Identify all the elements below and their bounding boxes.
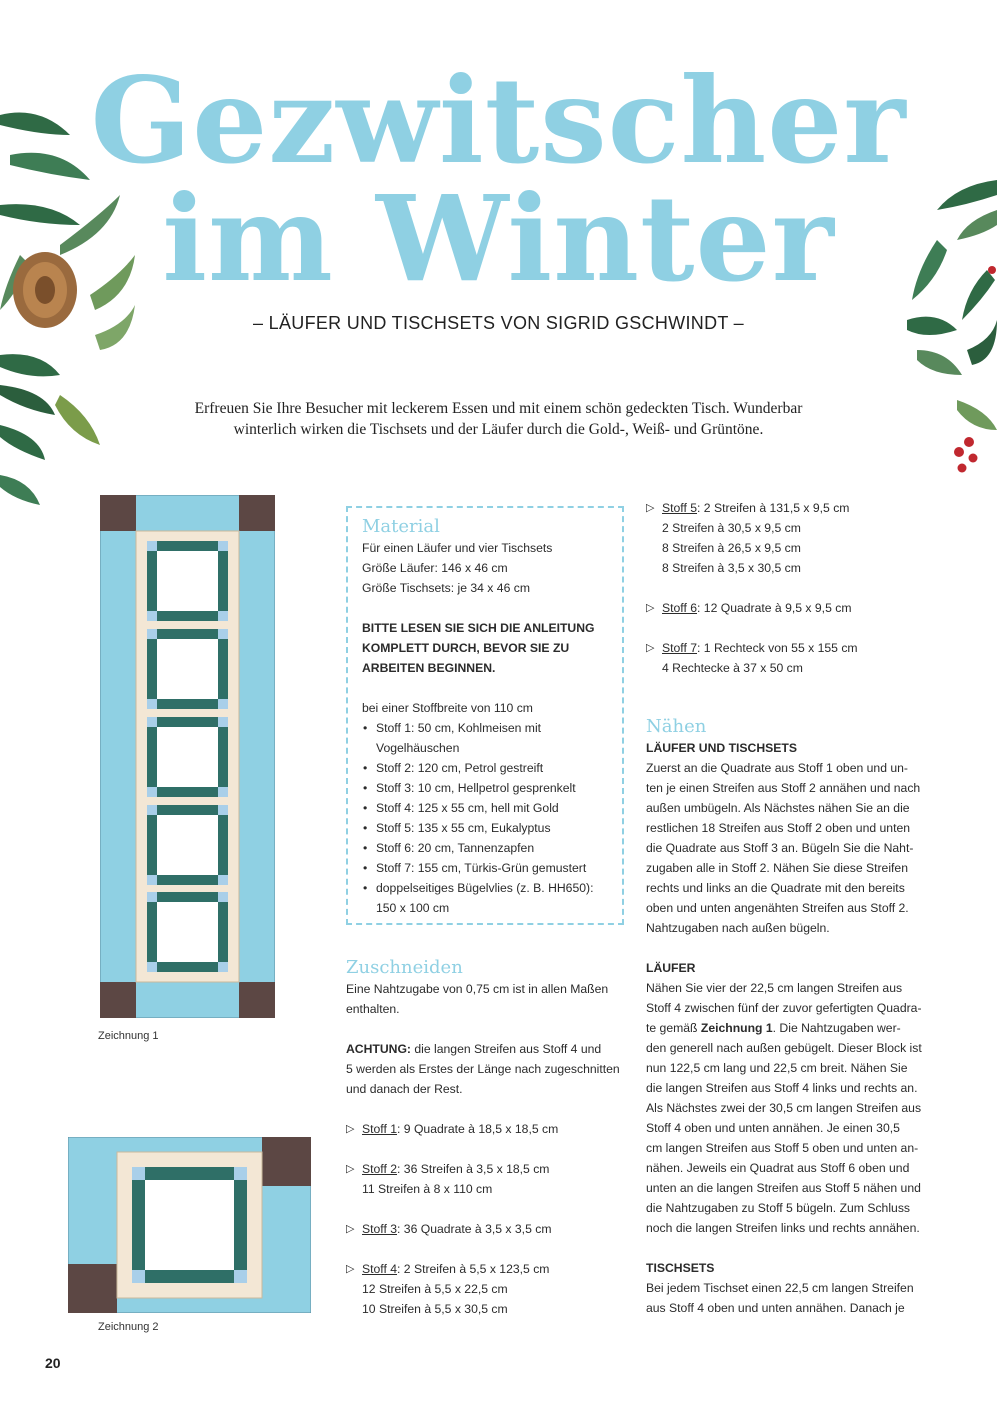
achtung-line: 5 werden als Erstes der Länge nach zugeschnitten [346, 1062, 620, 1076]
block-4 [147, 805, 228, 885]
fabric6-corner-square [68, 1264, 117, 1313]
right-column [646, 498, 926, 1318]
laeufer-line: die Nahtzugaben zu Stoff 5 bügeln. Zum Schluss [646, 1201, 911, 1215]
material-list-item: • Stoff 7: 155 cm, Türkis-Grün gemustert [362, 858, 622, 878]
material-list-item: • Stoff 2: 120 cm, Petrol gestreift [362, 758, 622, 778]
material-warning: ARBEITEN BEGINNEN. [362, 661, 496, 675]
material-list-item: • doppelseitiges Bügelvlies (z. B. HH650): [362, 878, 622, 898]
naehen-line: restlichen 18 Streifen aus Stoff 2 oben und unten [646, 821, 911, 835]
fabric6-corner-square [239, 982, 275, 1018]
block-1 [147, 541, 228, 621]
fabric6-corner-square [262, 1137, 311, 1186]
fabric6-corner-square [100, 495, 136, 531]
zuschneiden-line: enthalten. [346, 1002, 400, 1016]
achtung-line: und danach der Rest. [346, 1082, 463, 1096]
cut-item-stoff4: ▷ Stoff 4: 2 Streifen à 5,5 x 123,5 cm [346, 1259, 626, 1279]
material-list-item-continued: 150 x 100 cm [376, 901, 450, 915]
naehen-subheading: LÄUFER UND TISCHSETS [646, 741, 797, 755]
naehen-line: Zuerst an die Quadrate aus Stoff 1 oben und un- [646, 761, 908, 775]
cut-item-stoff6: ▷ Stoff 6: 12 Quadrate à 9,5 x 9,5 cm [646, 598, 926, 618]
intro-line: winterlich wirken die Tischsets und der Läufer durch die Gold-, Weiß- und Grüntöne. [233, 421, 764, 438]
naehen-line: oben und unten angenähten Streifen aus Stoff 2. [646, 901, 909, 915]
achtung-label: ACHTUNG: [346, 1042, 411, 1056]
drawing-2-placemat-diagram [68, 1137, 311, 1313]
cut-item-line: 8 Streifen à 3,5 x 30,5 cm [662, 561, 801, 575]
cut-item-stoff5: ▷ Stoff 5: 2 Streifen à 131,5 x 9,5 cm [646, 498, 926, 518]
page-subtitle: – LÄUFER UND TISCHSETS VON SIGRID GSCHWINDT – [253, 313, 744, 333]
laeufer-line: noch die langen Streifen links und rechts annähen. [646, 1221, 920, 1235]
intro-paragraph [120, 398, 877, 440]
intro-line: Erfreuen Sie Ihre Besucher mit leckerem Essen und mit einem schön gedeckten Tisch. Wunderbar [194, 400, 803, 417]
laeufer-line: den generell nach außen gebügelt. Dieser Block ist [646, 1041, 922, 1055]
naehen-heading: Nähen [646, 716, 707, 737]
naehen-line: Nahtzugaben nach außen bügeln. [646, 921, 830, 935]
naehen-line: außen umbügeln. Als Nächstes nähen Sie an die [646, 801, 910, 815]
naehen-line: zugaben alle in Stoff 2. Nähen Sie diese Streifen [646, 861, 908, 875]
cut-item-stoff1: ▷ Stoff 1: 9 Quadrate à 18,5 x 18,5 cm [346, 1119, 626, 1139]
laeufer-line: Stoff 4 oben und unten annähen. Je einen 30,5 [646, 1121, 900, 1135]
laeufer-subheading: LÄUFER [646, 961, 696, 975]
material-list-item: • Stoff 5: 135 x 55 cm, Eukalyptus [362, 818, 622, 838]
material-heading: Material [362, 516, 440, 537]
naehen-line: die Quadrate aus Stoff 3 an. Bügeln Sie die Naht- [646, 841, 914, 855]
laeufer-line: te gemäß Zeichnung 1. Die Nahtzugaben wer- [646, 1021, 901, 1035]
zuschneiden-section [346, 957, 626, 1319]
achtung-line: ACHTUNG: die langen Streifen aus Stoff 4 und [346, 1042, 602, 1056]
tischsets-subheading: TISCHSETS [646, 1261, 715, 1275]
page-number: 20 [45, 1355, 61, 1371]
fabric6-corner-square [100, 982, 136, 1018]
cut-item-line: 2 Streifen à 30,5 x 9,5 cm [662, 521, 801, 535]
page-title-line1: Gezwitscher [90, 51, 907, 190]
laeufer-line: Stoff 4 zwischen fünf der zuvor gefertigten Quadra- [646, 1001, 922, 1015]
material-warning: KOMPLETT DURCH, BEVOR SIE ZU [362, 641, 570, 655]
cut-item-line: 4 Rechtecke à 37 x 50 cm [662, 661, 803, 675]
fabric6-corner-square [239, 495, 275, 531]
laeufer-line: cm langen Streifen aus Stoff 5 oben und unten an- [646, 1141, 919, 1155]
tischsets-line: aus Stoff 4 oben und unten annähen. Danach je [646, 1301, 905, 1315]
laeufer-line: nun 122,5 cm lang und 22,5 cm breit. Nähen Sie [646, 1061, 908, 1075]
tischsets-line: Bei jedem Tischset einen 22,5 cm langen Streifen [646, 1281, 914, 1295]
drawing-2-caption: Zeichnung 2 [98, 1321, 159, 1333]
drawing-1-runner-diagram [100, 495, 275, 1018]
naehen-line: ten je einen Streifen aus Stoff 2 annähen und nach [646, 781, 921, 795]
fabric-width-note: bei einer Stoffbreite von 110 cm [362, 701, 533, 715]
cut-item-line: 10 Streifen à 5,5 x 30,5 cm [362, 1302, 508, 1316]
center-block [132, 1167, 247, 1283]
material-warning: BITTE LESEN SIE SICH DIE ANLEITUNG [362, 621, 595, 635]
material-list-item: • Stoff 1: 50 cm, Kohlmeisen mit [362, 718, 622, 738]
zeichnung-reference: Zeichnung 1 [700, 1021, 773, 1035]
material-line: Größe Läufer: 146 x 46 cm [362, 561, 508, 575]
material-list-item: • Stoff 4: 125 x 55 cm, hell mit Gold [362, 798, 622, 818]
block-3 [147, 717, 228, 797]
material-list-item-continued: Vogelhäuschen [376, 741, 460, 755]
block-5 [147, 892, 228, 972]
laeufer-line: Nähen Sie vier der 22,5 cm langen Streifen aus [646, 981, 903, 995]
material-box [346, 506, 624, 925]
zuschneiden-line: Eine Nahtzugabe von 0,75 cm ist in allen Maßen [346, 982, 609, 996]
cut-item-line: 8 Streifen à 26,5 x 9,5 cm [662, 541, 801, 555]
cut-item-stoff2: ▷ Stoff 2: 36 Streifen à 3,5 x 18,5 cm [346, 1159, 626, 1179]
material-list-item: • Stoff 6: 20 cm, Tannenzapfen [362, 838, 622, 858]
page-title-line2: im Winter [162, 169, 835, 308]
cut-item-stoff7: ▷ Stoff 7: 1 Rechteck von 55 x 155 cm [646, 638, 926, 658]
material-list-item: • Stoff 3: 10 cm, Hellpetrol gesprenkelt [362, 778, 622, 798]
laeufer-line: die langen Streifen aus Stoff 4 links und rechts an. [646, 1081, 918, 1095]
naehen-line: rechts und links an die Quadrate mit den bereits [646, 881, 905, 895]
block-2 [147, 629, 228, 709]
laeufer-line: nähen. Jeweils ein Quadrat aus Stoff 6 oben und [646, 1161, 910, 1175]
drawing-1-caption: Zeichnung 1 [98, 1030, 159, 1042]
zuschneiden-heading: Zuschneiden [346, 957, 463, 978]
material-line: Für einen Läufer und vier Tischsets [362, 541, 553, 555]
laeufer-line: Als Nächstes zwei der 30,5 cm langen Streifen aus [646, 1101, 922, 1115]
cut-item-stoff3: ▷ Stoff 3: 36 Quadrate à 3,5 x 3,5 cm [346, 1219, 626, 1239]
laeufer-line: unten an die langen Streifen aus Stoff 5 nähen und [646, 1181, 921, 1195]
cut-item-line: 11 Streifen à 8 x 110 cm [362, 1182, 493, 1196]
cut-item-line: 12 Streifen à 5,5 x 22,5 cm [362, 1282, 508, 1296]
material-line: Größe Tischsets: je 34 x 46 cm [362, 581, 530, 595]
